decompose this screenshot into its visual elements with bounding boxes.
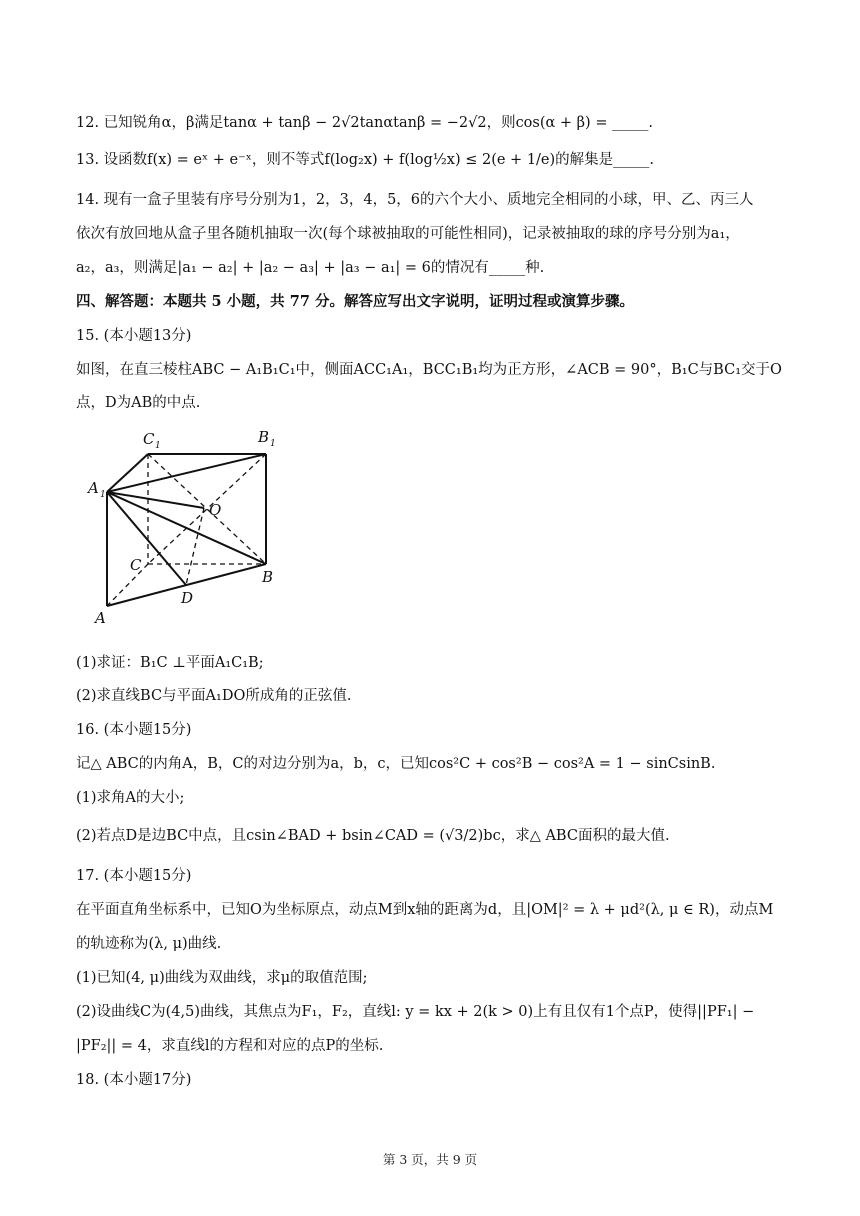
question-14-line-2: 依次有放回地从盒子里各随机抽取一次(每个球被抽取的可能性相同)，记录被抽取的球的序号分别为a₁， — [76, 226, 740, 242]
label-c1-subscript: 1 — [155, 441, 161, 451]
question-17-part-2-line-1: (2)设曲线C为(4,5)曲线，其焦点为F₁，F₂，直线l: y = kx + 2(k > 0)上有且仅有1个点P，使得||PF₁| − — [76, 1004, 755, 1020]
question-16-part-1: (1)求角A的大小; — [76, 790, 185, 806]
question-16-stem: 记△ ABC的内角A，B，C的对边分别为a，b，c，已知cos²C + cos²B − cos²A = 1 − sinCsinB. — [76, 756, 716, 772]
label-b1: B — [258, 428, 270, 446]
question-14-line-1: 14. 现有一盒子里装有序号分别为1，2，3，4，5，6的六个大小、质地完全相同的小球，甲、乙、丙三人 — [76, 192, 754, 208]
label-o: O — [209, 501, 222, 519]
label-b1-subscript: 1 — [270, 439, 276, 449]
question-14-line-3: a₂，a₃，则满足|a₁ − a₂| + |a₂ − a₃| + |a₃ − a₁| = 6的情况有_____种. — [76, 260, 545, 276]
question-17-stem-line-2: 的轨迹称为(λ, μ)曲线. — [76, 936, 222, 952]
question-15-stem-line-2: 点，D为AB的中点. — [76, 395, 201, 411]
figure-solid-edges — [107, 454, 266, 606]
label-a1: A — [88, 479, 99, 497]
question-17-stem-line-1: 在平面直角坐标系中，已知O为坐标原点，动点M到x轴的距离为d，且|OM|² = λ + μd²(λ, μ ∈ R)，动点M — [76, 902, 774, 918]
section-heading-answers: 四、解答题：本题共 5 小题，共 77 分。解答应写出文字说明，证明过程或演算步骤。 — [76, 293, 634, 310]
question-16-header: 16. (本小题15分) — [76, 722, 192, 738]
question-13: 13. 设函数f(x) = eˣ + e⁻ˣ，则不等式f(log₂x) + f(log½x) ≤ 2(e + 1/e)的解集是_____. — [76, 152, 655, 168]
question-15-header: 15. (本小题13分) — [76, 328, 192, 344]
question-18-header: 18. (本小题17分) — [76, 1072, 192, 1088]
question-15-stem-line-1: 如图，在直三棱柱ABC − A₁B₁C₁中，侧面ACC₁A₁，BCC₁B₁均为正方形，∠ACB = 90°，B₁C与BC₁交于O — [76, 362, 782, 378]
prism-figure — [86, 398, 286, 628]
question-17-header: 17. (本小题15分) — [76, 868, 192, 884]
label-a: A — [95, 609, 106, 627]
label-d: D — [181, 589, 194, 607]
question-15-part-1: (1)求证：B₁C ⊥平面A₁C₁B; — [76, 655, 264, 671]
label-c: C — [130, 556, 142, 574]
question-17-part-2-line-2: |PF₂|| = 4，求直线l的方程和对应的点P的坐标. — [76, 1038, 384, 1054]
question-12: 12. 已知锐角α，β满足tanα + tanβ − 2√2tanαtanβ = −2√2，则cos(α + β) = _____. — [76, 115, 653, 131]
page-footer: 第 3 页，共 9 页 — [382, 1152, 478, 1167]
label-b: B — [262, 568, 274, 586]
label-a1-subscript: 1 — [100, 490, 106, 500]
question-15-part-2: (2)求直线BC与平面A₁DO所成角的正弦值. — [76, 688, 352, 704]
label-c1: C — [143, 430, 155, 448]
question-16-part-2: (2)若点D是边BC中点，且csin∠BAD + bsin∠CAD = (√3/2)bc，求△ ABC面积的最大值. — [76, 828, 670, 844]
question-17-part-1: (1)已知(4, μ)曲线为双曲线，求μ的取值范围; — [76, 970, 368, 986]
figure-dashed-edges — [107, 454, 266, 606]
